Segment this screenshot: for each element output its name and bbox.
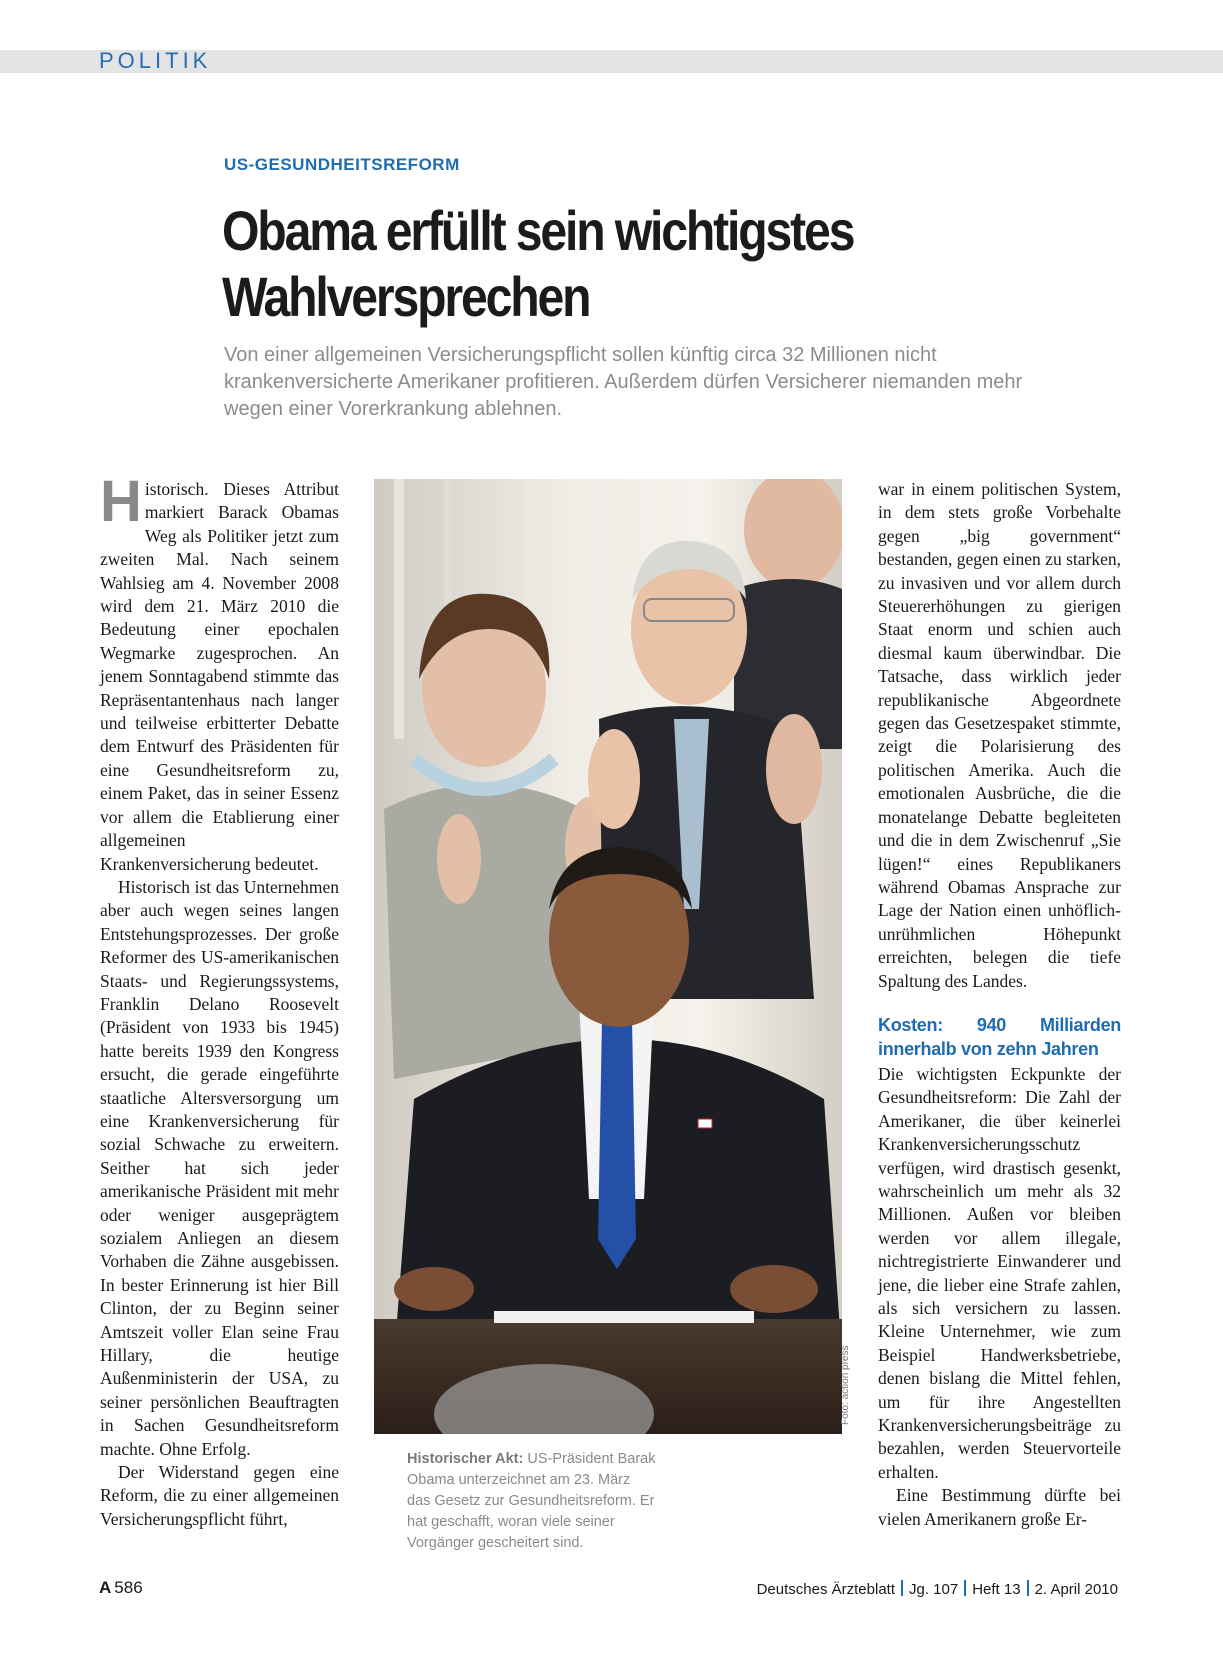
paragraph: [100, 469, 339, 876]
separator: [1027, 1580, 1029, 1596]
text-column-right: [878, 478, 1121, 1531]
footer-info: [757, 1580, 1118, 1598]
page-prefix: A: [99, 1578, 112, 1597]
paragraph-text: istorisch. Dieses Attribut markiert Barack Obamas Weg als Politiker jetzt zum zweiten Mal. Nach seinem Wahlsieg am 4. November 2008 wird dem 21. März 2010 die Bedeutung einer epochalen Wegmarke zugesprochen. An jenem Sonntagabend stimmte das Repräsentantenhaus nach langer und teilweise erbitterter Debatte dem Entwurf des Präsidenten für eine Gesundheitsreform zu, einem Paket, das in seiner Essenz vor allem die Etablierung einer allgemeinen Krankenversicherung bedeutet.: [100, 479, 339, 874]
paragraph: war in einem politischen System, in dem stets große Vorbehalte gegen „big government“ bestanden, gegen einen zu starken, zu invasiven und vor allem durch Steuererhöhungen zu gierigen Staat enorm und schien auch diesmal kaum überwindbar. Die Tatsache, dass wirklich jeder republikanische Abgeordnete gegen das Gesetzespaket stimmte, zeigt die Polarisierung des politischen Amerika. Auch die emotionalen Ausbrüche, die die monatelange Debatte begleiteten und die in dem Zwischenruf „Sie lügen!“ eines Republikaners während Obamas Ansprache zur Lage der Nation einen unhöflich-unrühmlichen Höhepunkt erreichten, belegen die tiefe Spaltung des Landes.: [878, 479, 1121, 991]
paragraph: Die wichtigsten Eckpunkte der Gesundheitsreform: Die Zahl der Amerikaner, die über keinerlei Krankenversicherungsschutz verfügen, wird drastisch gesenkt, wahrscheinlich um mehr als 32 Millionen. Außen vor bleiben werden vor allem illegale, nichtregistrierte Einwanderer und jene, die lieber eine Strafe zahlen, als sich versichern zu lassen. Kleine Unternehmer, wie zum Beispiel Handwerksbetriebe, denen bislang die Mittel fehlen, um für ihre Angestellten Krankenversicherungsbeiträge zu bezahlen, werden Steuervorteile erhalten.: [878, 1063, 1121, 1482]
article-headline: [222, 198, 996, 330]
separator: [901, 1580, 903, 1596]
separator: [964, 1580, 966, 1596]
headline-line-1: Obama erfüllt sein wichtigstes: [222, 199, 854, 262]
journal-issue: Heft 13: [972, 1581, 1021, 1598]
section-label: POLITIK: [99, 48, 212, 73]
paragraph: Der Widerstand gegen eine Reform, die zu einer allgemeinen Versicherungspflicht führt,: [100, 1462, 339, 1529]
paragraph: Eine Bestimmung dürfte bei vielen Amerikanern große Er-: [878, 1485, 1121, 1529]
journal-name: Deutsches Ärzteblatt: [756, 1581, 895, 1598]
headline-line-2: Wahlversprechen: [222, 265, 590, 328]
page-number: [99, 1578, 143, 1598]
photo-credit: Foto: action press: [840, 1345, 851, 1425]
paragraph: Historisch ist das Unternehmen aber auch wegen seines langen Entstehungsprozesses. Der große Reformer des US-amerikanischen Staats- und Regierungssystems, Franklin Delano Roosevelt (Präsident von 1933 bis 1945) hatte bereits 1939 den Kongress ersucht, die gerade eingeführte staatliche Altersversorgung um eine Krankenversicherung für sozial Schwache zu erweitern. Seither hat sich jeder amerikanische Präsident mit mehr oder weniger ausgeprägtem sozialem Anliegen an diesem Vorhaben die Zähne ausgebissen. In bester Erinnerung ist hier Bill Clinton, der zu Beginn seiner Amtszeit voller Elan seine Frau Hillary, die heutige Außenministerin der USA, zu seiner persönlichen Beauftragten in Sachen Gesundheitsreform machte. Ohne Erfolg.: [100, 876, 339, 1459]
caption-text: US-Präsident Barak Obama unterzeichnet am 23. März das Gesetz zur Gesundheitsreform. Er hat geschafft, woran viele seiner Vorgänger gescheitert sind.: [407, 1451, 656, 1551]
article-photo: [374, 479, 842, 1434]
article-deck: Von einer allgemeinen Versicherungspflicht sollen künftig circa 32 Millionen nicht krankenversicherte Amerikaner profitieren. Außerdem dürfen Versicherer niemanden mehr wegen einer Vorerkrankung ablehnen.: [224, 344, 1023, 420]
text-column-left: [100, 469, 339, 1531]
article-kicker: US-GESUNDHEITSREFORM: [224, 155, 460, 174]
section-subhead: Kosten: 940 Milliarden innerhalb von zehn Jahren: [878, 1014, 1121, 1059]
photo-illustration: [374, 479, 842, 1434]
journal-volume: Jg. 107: [909, 1581, 959, 1598]
journal-date: 2. April 2010: [1034, 1581, 1118, 1598]
drop-cap: H: [100, 469, 142, 534]
photo-caption: [407, 1449, 657, 1554]
caption-lead: Historischer Akt:: [407, 1451, 524, 1467]
page-number-value: 586: [114, 1578, 143, 1597]
